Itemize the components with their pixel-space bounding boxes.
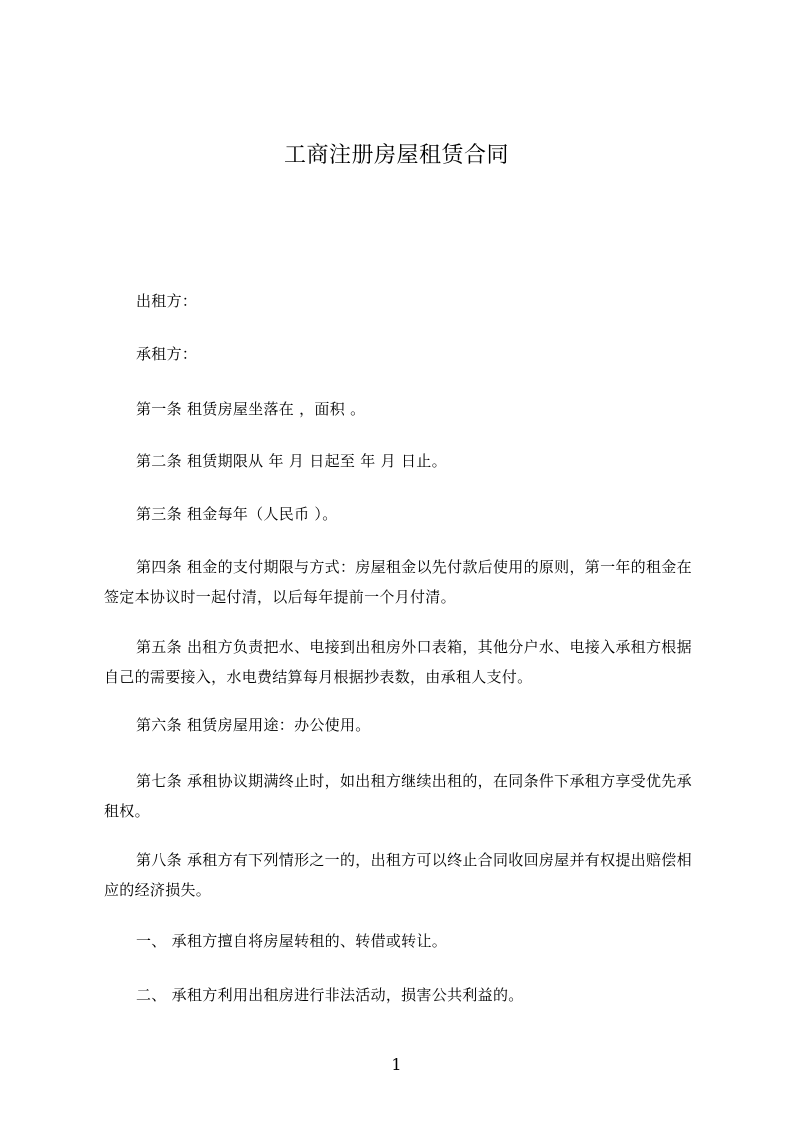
clause-4: 第四条 租金的支付期限与方式：房屋租金以先付款后使用的原则，第一年的租金在签定本协议时一起付清，以后每年提前一个月付清。 (104, 558, 692, 606)
lessee-label: 承租方： (136, 345, 198, 363)
clause-1: 第一条 租赁房屋坐落在 ，面积 。 (136, 400, 366, 418)
clause-8: 第八条 承租方有下列情形之一的，出租方可以终止合同收回房屋并有权提出赔偿相应的经济损失。 (104, 851, 692, 899)
document-title: 工商注册房屋租赁合同 (283, 143, 509, 168)
list-item-1: 一、 承租方擅自将房屋转租的、转借或转让。 (136, 932, 448, 950)
clause-6: 第六条 租赁房屋用途：办公使用。 (136, 716, 371, 734)
lessor-label: 出租方： (136, 292, 198, 310)
page-number: 1 (391, 1055, 402, 1074)
clause-5: 第五条 出租方负责把水、电接到出租房外口表箱，其他分户水、电接入承租方根据自己的需要接入，水电费结算每月根据抄表数，由承租人支付。 (104, 638, 692, 686)
clause-2: 第二条 租赁期限从 年 月 日起至 年 月 日止。 (136, 452, 447, 470)
list-item-2: 二、 承租方利用出租房进行非法活动，损害公共利益的。 (136, 986, 524, 1004)
clause-3: 第三条 租金每年（人民币 ）。 (136, 505, 338, 523)
clause-7: 第七条 承租协议期满终止时，如出租方继续出租的，在同条件下承租方享受优先承租权。 (104, 772, 692, 820)
